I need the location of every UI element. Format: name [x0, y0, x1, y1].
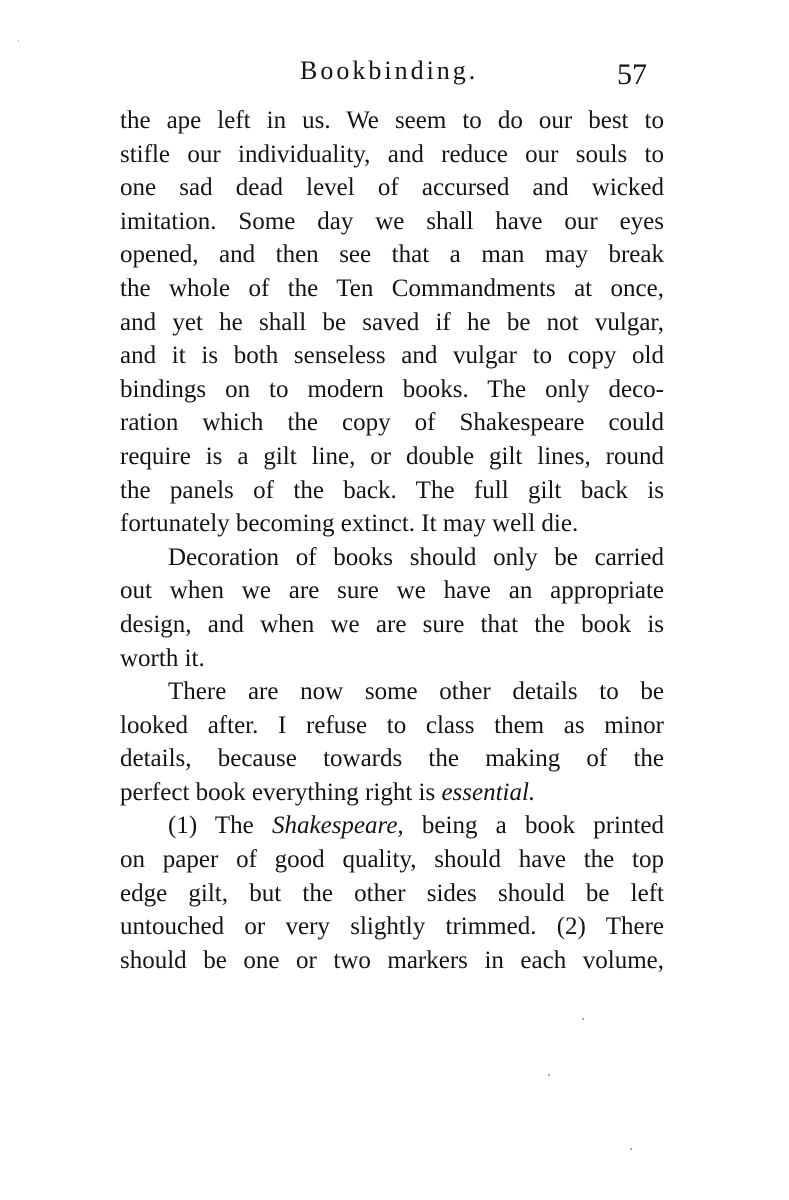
text-line: the ape left in us. We seem to do our best to	[120, 107, 664, 134]
text-line: details, because towards the making of the	[120, 745, 664, 773]
text-segment: being a book printed	[421, 812, 665, 840]
running-title: Bookbinding.	[300, 56, 479, 85]
text-segment: (1) The	[168, 812, 254, 840]
text-line: untouched or very slightly trimmed. (2) There	[120, 913, 664, 941]
text-line: There are now some other details to be	[168, 678, 664, 706]
text-line: require is a gilt line, or double gilt lines, round	[120, 442, 664, 470]
paper-speck	[18, 40, 19, 41]
text-segment: perfect book everything right is	[120, 778, 436, 806]
page-number: 57	[617, 58, 647, 91]
text-line: stifle our individuality, and reduce our souls to	[120, 140, 664, 168]
body-text	[120, 104, 664, 977]
text-line: ration which the copy of Shakespeare could	[120, 409, 664, 437]
text-line: on paper of good quality, should have the top	[120, 846, 664, 874]
text-line: should be one or two markers in each volume,	[120, 946, 664, 974]
text-line: the panels of the back. The full gilt back is	[120, 476, 664, 504]
text-line: one sad dead level of accursed and wicked	[120, 174, 664, 202]
text-line: edge gilt, but the other sides should be left	[120, 879, 664, 907]
text-line: out when we are sure we have an appropriate	[120, 577, 664, 605]
text-line: Decoration of books should only be carried	[168, 543, 664, 571]
paper-speck	[582, 1018, 584, 1020]
text-line: looked after. I refuse to class them as minor	[120, 711, 664, 739]
text-line: and it is both senseless and vulgar to copy old	[120, 342, 664, 370]
text-line: fortunately becoming extinct. It may well die.	[120, 510, 579, 538]
text-line: design, and when we are sure that the book is	[120, 610, 664, 638]
text-line: imitation. Some day we shall have our eyes	[120, 207, 664, 235]
text-line-with-emphasis	[120, 809, 664, 843]
emphasis-title: Shakespeare,	[272, 812, 404, 840]
emphasis-word: essential.	[441, 778, 536, 806]
paper-speck	[630, 1148, 632, 1150]
text-line: the whole of the Ten Commandments at once,	[120, 274, 664, 302]
text-line: worth it.	[120, 644, 205, 672]
paper-speck	[548, 1074, 550, 1076]
text-line: bindings on to modern books. The only deco-	[120, 375, 664, 403]
text-line: and yet he shall be saved if he be not vulgar,	[120, 308, 664, 336]
text-line-with-emphasis	[120, 776, 664, 810]
text-line: opened, and then see that a man may break	[120, 241, 664, 269]
